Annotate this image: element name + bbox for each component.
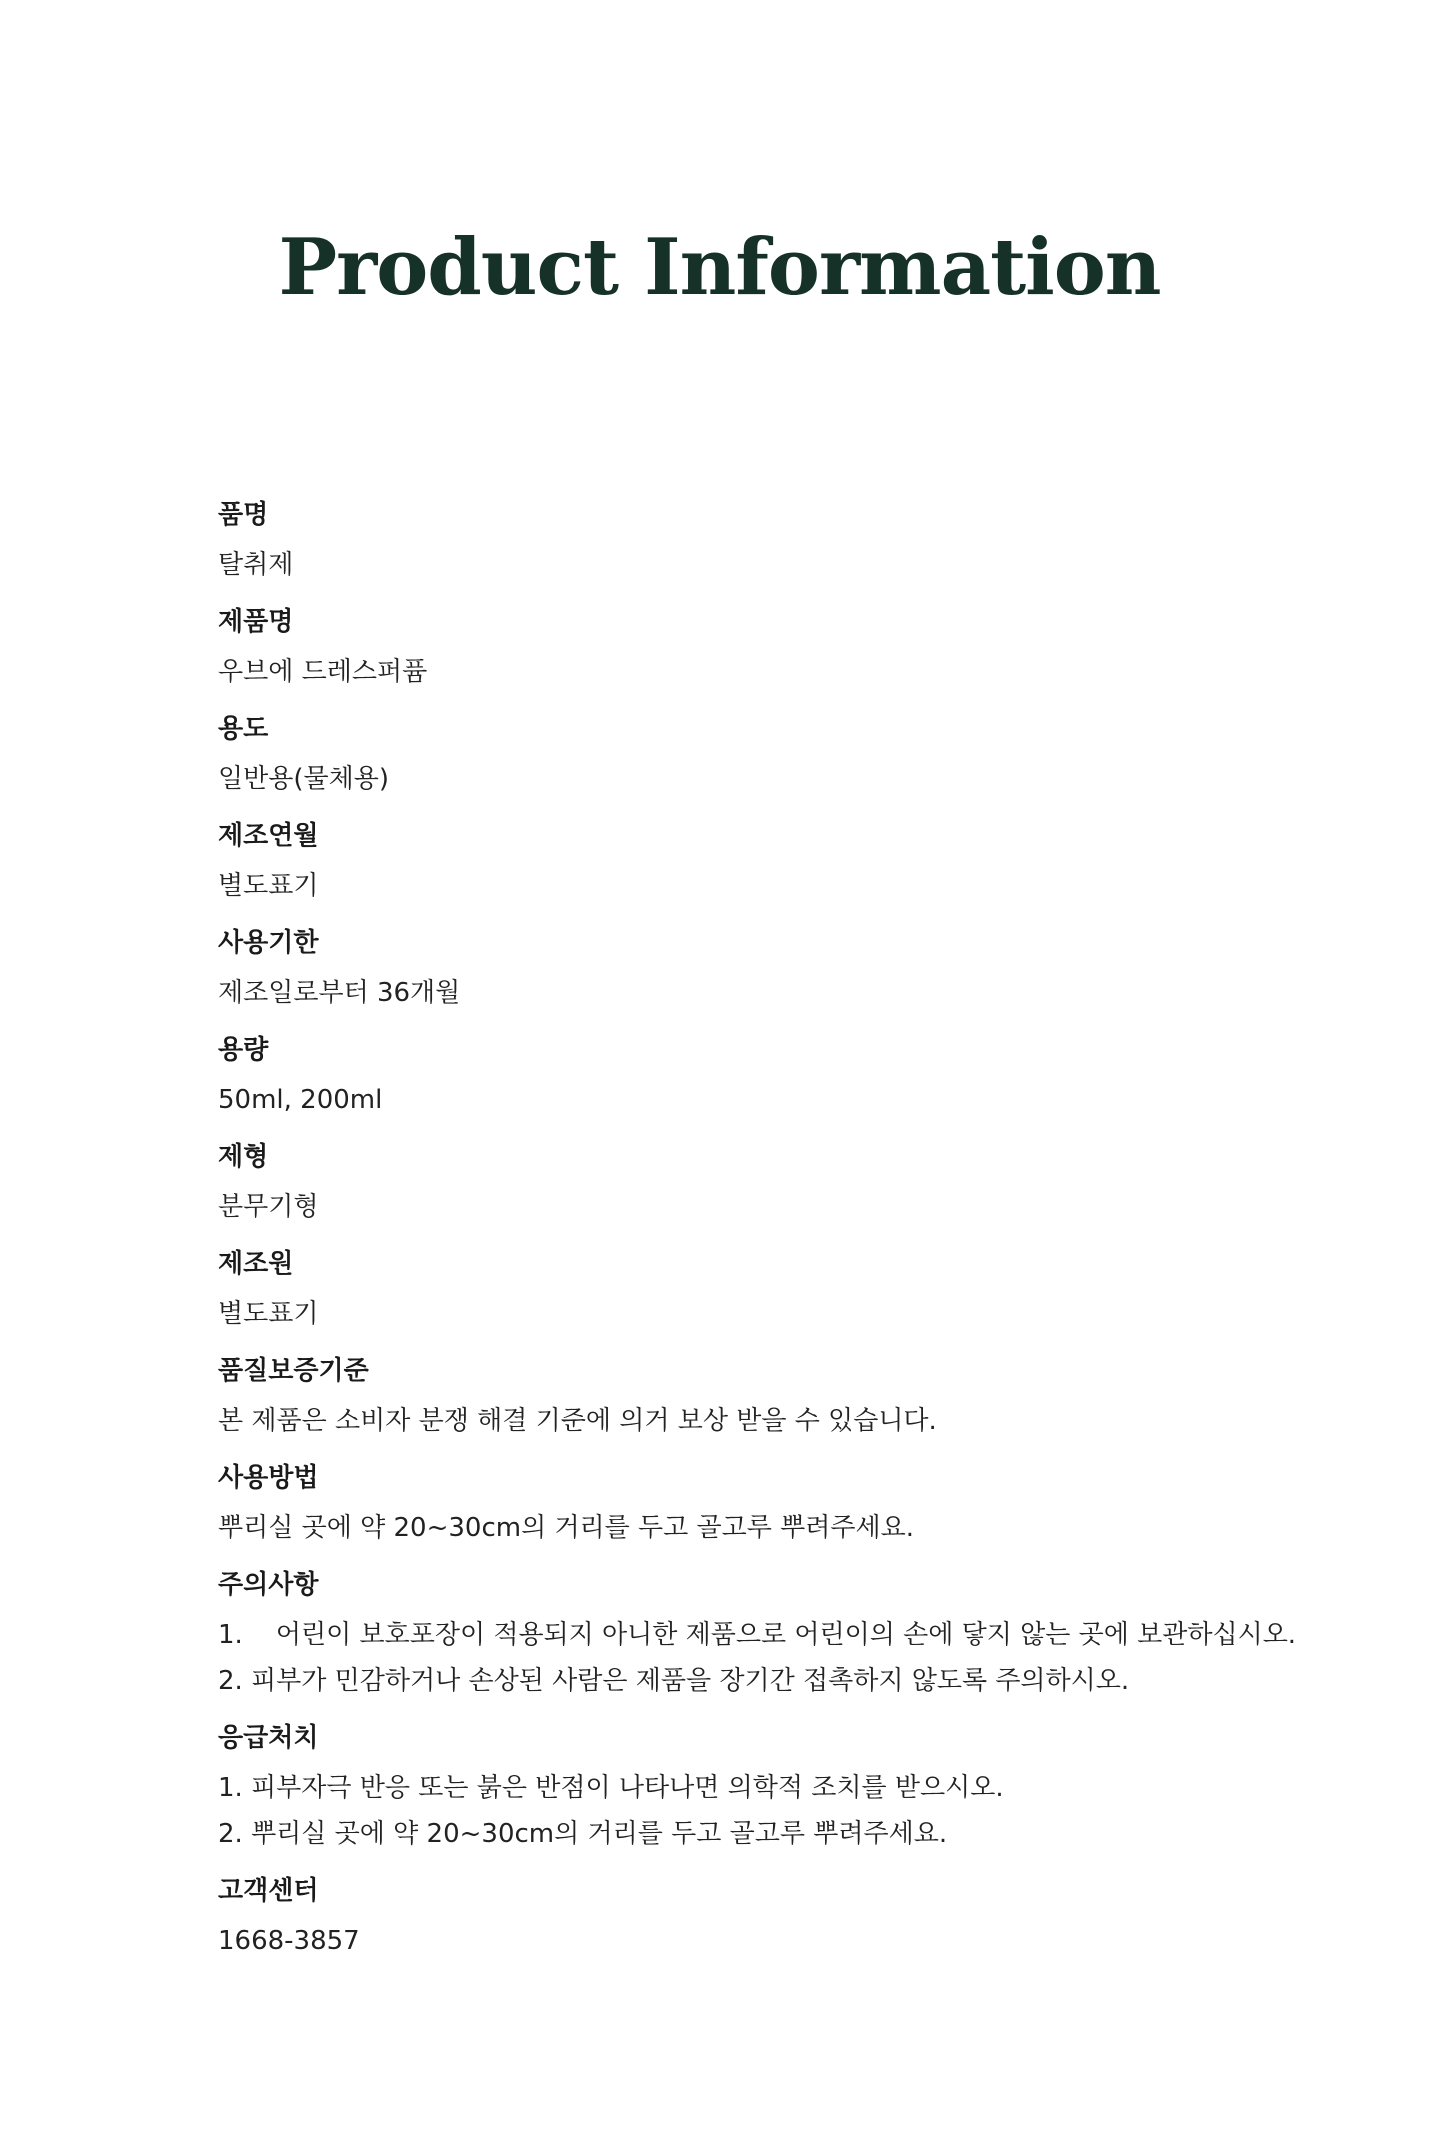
info-label: 제조원 [218, 1249, 294, 1279]
page-title: Product Information [278, 222, 1161, 313]
info-label: 사용방법 [218, 1463, 319, 1493]
info-section [218, 818, 1318, 909]
info-value-line: 2. 피부가 민감하거나 손상된 사람은 제품을 장기간 접촉하지 않도록 주의하시오. [218, 1666, 1130, 1696]
info-value [218, 542, 1318, 588]
info-label: 품명 [218, 500, 269, 530]
info-value-line: 50ml, 200ml [218, 1085, 383, 1115]
info-label: 응급처치 [218, 1723, 319, 1753]
info-label: 주의사항 [218, 1570, 319, 1600]
info-section [218, 1139, 1318, 1230]
info-value-line: 분무기형 [218, 1192, 319, 1222]
info-value [218, 1765, 1318, 1857]
info-value-line: 별도표기 [218, 1299, 319, 1329]
info-value [218, 649, 1318, 695]
info-section [218, 1873, 1318, 1964]
info-value [218, 863, 1318, 909]
info-section [218, 1246, 1318, 1337]
product-info-list [218, 497, 1318, 1980]
info-section [218, 711, 1318, 802]
info-section [218, 1720, 1318, 1857]
info-value-line: 뿌리실 곳에 약 20~30cm의 거리를 두고 골고루 뿌려주세요. [218, 1513, 915, 1543]
info-label: 용량 [218, 1035, 269, 1065]
info-value [218, 1077, 1318, 1123]
info-value-line: 본 제품은 소비자 분쟁 해결 기준에 의거 보상 받을 수 있습니다. [218, 1406, 937, 1436]
info-label: 품질보증기준 [218, 1356, 369, 1386]
info-value-line: 2. 뿌리실 곳에 약 20~30cm의 거리를 두고 골고루 뿌려주세요. [218, 1819, 948, 1849]
info-label: 제품명 [218, 607, 294, 637]
info-section [218, 497, 1318, 588]
info-label: 제조연월 [218, 821, 319, 851]
info-label: 용도 [218, 714, 269, 744]
info-value-line: 1. 피부자극 반응 또는 붉은 반점이 나타나면 의학적 조치를 받으시오. [218, 1773, 1004, 1803]
info-label: 제형 [218, 1142, 269, 1172]
info-section [218, 1032, 1318, 1123]
info-section [218, 925, 1318, 1016]
info-value-line: 일반용(물체용) [218, 764, 389, 794]
info-label: 고객센터 [218, 1876, 319, 1906]
info-value-line: 별도표기 [218, 871, 319, 901]
info-value [218, 970, 1318, 1016]
info-section [218, 1567, 1318, 1704]
info-value-line: 우브에 드레스퍼퓸 [218, 657, 428, 687]
info-value-line: 1. 어린이 보호포장이 적용되지 아니한 제품으로 어린이의 손에 닿지 않는 곳에 보관하십시오. [218, 1620, 1297, 1650]
info-value [218, 1918, 1318, 1964]
info-section [218, 1353, 1318, 1444]
info-label: 사용기한 [218, 928, 319, 958]
info-value-line: 탈취제 [218, 550, 294, 580]
info-section [218, 604, 1318, 695]
info-value [218, 756, 1318, 802]
info-value [218, 1505, 1318, 1551]
info-value-line: 1668-3857 [218, 1926, 360, 1956]
info-value [218, 1398, 1318, 1444]
info-value-line: 제조일로부터 36개월 [218, 978, 461, 1008]
info-section [218, 1460, 1318, 1551]
info-value [218, 1184, 1318, 1230]
info-value [218, 1291, 1318, 1337]
info-value [218, 1612, 1318, 1704]
